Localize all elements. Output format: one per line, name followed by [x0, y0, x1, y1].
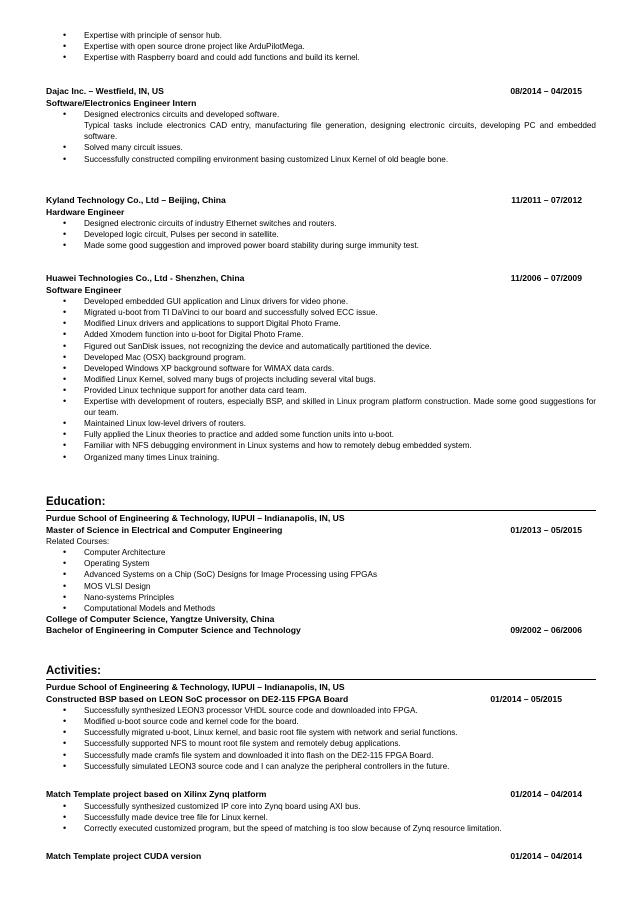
- job-dates: 11/2006 – 07/2009: [510, 273, 582, 283]
- list-item: • Migrated u-boot from TI DaVinci to our board and successfully solved ECC issue.: [46, 307, 596, 318]
- list-item: • Organized many times Linux training.: [46, 452, 596, 463]
- list-item: • Advanced Systems on a Chip (SoC) Designs for Image Processing using FPGAs: [46, 569, 596, 580]
- job-huawei: [46, 273, 596, 463]
- list-item: • Maintained Linux low-level drivers of routers.: [46, 418, 596, 429]
- education-section: [46, 495, 596, 637]
- job-dajac: [46, 86, 596, 165]
- list-item: • Successfully constructed compiling environment basing customized Linux Kernel of old beagle bone.: [46, 154, 596, 165]
- job-detail: Typical tasks include electronics CAD entry, manufacturing file generation, designing electronic circuits, developing PC and embedded software.: [84, 121, 596, 142]
- degree-dates: 09/2002 – 06/2006: [510, 625, 582, 636]
- company-name: Dajac Inc. – Westfield, IN, US: [46, 86, 164, 96]
- list-item: • Computational Models and Methods: [46, 603, 596, 614]
- list-item: • Expertise with development of routers, especially BSP, and skilled in Linux program platform construction. Made some good suggestions for our team.: [46, 396, 596, 418]
- job-dates: 08/2014 – 04/2015: [510, 86, 582, 96]
- list-item: • Successfully synthesized customized IP core into Zynq board using AXI bus.: [46, 801, 596, 812]
- list-item: • Expertise with principle of sensor hub.: [46, 30, 596, 41]
- list-item: • Made some good suggestion and improved power board stability during surge immunity test.: [46, 240, 596, 251]
- job-title: Hardware Engineer: [46, 206, 125, 217]
- courses-label: Related Courses:: [46, 537, 110, 547]
- project-name: Constructed BSP based on LEON SoC processor on DE2-115 FPGA Board: [46, 693, 349, 704]
- list-item: • Figured out SanDisk issues, not recognizing the device and automatically partitioned the device.: [46, 341, 596, 352]
- degree-name: Bachelor of Engineering in Computer Science and Technology: [46, 625, 301, 636]
- project-dates: 01/2014 – 04/2014: [510, 789, 582, 799]
- list-item: • Modified u-boot source code and kernel code for the board.: [46, 716, 596, 727]
- list-item: • Correctly executed customized program, but the speed of matching is too slow because of Zynq resource limitation.: [46, 823, 596, 834]
- skills-section: [46, 30, 596, 63]
- list-item: • Successfully migrated u-boot, Linux kernel, and basic root file system with network and serial functions.: [46, 727, 596, 738]
- school-name: Purdue School of Engineering & Technology, IUPUI – Indianapolis, IN, US: [46, 513, 345, 523]
- list-item: • Provided Linux technique support for another data card team.: [46, 385, 596, 396]
- project-zynq: [46, 789, 596, 834]
- list-item: • Expertise with Raspberry board and could add functions and build its kernel.: [46, 52, 596, 63]
- project-name: Match Template project based on Xilinx Zynq platform: [46, 789, 267, 799]
- project-cuda: [46, 851, 596, 863]
- list-item: • Successfully simulated LEON3 source code and I can analyze the peripheral controllers in the future.: [46, 761, 596, 772]
- job-kyland: [46, 195, 596, 251]
- company-name: Kyland Technology Co., Ltd – Beijing, China: [46, 195, 226, 205]
- section-heading: Education:: [46, 495, 596, 511]
- job-title: Software/Electronics Engineer Intern: [46, 97, 197, 108]
- list-item: • Modified Linux Kernel, solved many bugs of projects including several vital bugs.: [46, 374, 596, 385]
- list-item: • Solved many circuit issues.: [46, 142, 596, 153]
- list-item: • Fully applied the Linux theories to practice and added some function units into u-boot.: [46, 429, 596, 440]
- list-item: • Successfully made device tree file for Linux kernel.: [46, 812, 596, 823]
- list-item: • MOS VLSI Design: [46, 581, 596, 592]
- company-name: Huawei Technologies Co., Ltd - Shenzhen, China: [46, 273, 245, 283]
- degree-dates: 01/2013 – 05/2015: [510, 524, 582, 535]
- list-item: • Designed electronics circuits and developed software.: [46, 109, 596, 120]
- job-title: Software Engineer: [46, 284, 122, 295]
- list-item: • Operating System: [46, 558, 596, 569]
- project-dates: 01/2014 – 05/2015: [490, 693, 562, 704]
- list-item: • Developed Mac (OSX) background program.: [46, 352, 596, 363]
- list-item: • Added Xmodem function into u-boot for Digital Photo Frame.: [46, 329, 596, 340]
- list-item: • Modified Linux drivers and applications to support Digital Photo Frame.: [46, 318, 596, 329]
- list-item: • Developed embedded GUI application and Linux drivers for video phone.: [46, 296, 596, 307]
- list-item: • Successfully made cramfs file system and downloaded it into flash on the DE2-115 FPGA Board.: [46, 750, 596, 761]
- list-item: • Familiar with NFS debugging environment in Linux systems and how to remotely debug embedded system.: [46, 440, 596, 451]
- list-item: • Nano-systems Principles: [46, 592, 596, 603]
- school-name: College of Computer Science, Yangtze University, China: [46, 613, 275, 624]
- list-item: • Developed Windows XP background software for WiMAX data cards.: [46, 363, 596, 374]
- degree-name: Master of Science in Electrical and Computer Engineering: [46, 524, 283, 535]
- list-item: • Computer Architecture: [46, 547, 596, 558]
- list-item: • Successfully synthesized LEON3 processor VHDL source code and downloaded into FPGA.: [46, 705, 596, 716]
- list-item: • Expertise with open source drone project like ArduPilotMega.: [46, 41, 596, 52]
- job-dates: 11/2011 – 07/2012: [511, 195, 582, 205]
- activities-section: [46, 664, 596, 772]
- project-dates: 01/2014 – 04/2014: [510, 851, 582, 861]
- list-item: • Developed logic circuit, Pulses per second in satellite.: [46, 229, 596, 240]
- list-item: • Successfully supported NFS to mount root file system and remotely debug applications.: [46, 738, 596, 749]
- list-item: • Designed electronic circuits of industry Ethernet switches and routers.: [46, 218, 596, 229]
- section-heading: Activities:: [46, 664, 596, 680]
- school-name: Purdue School of Engineering & Technology, IUPUI – Indianapolis, IN, US: [46, 682, 345, 692]
- project-name: Match Template project CUDA version: [46, 851, 202, 861]
